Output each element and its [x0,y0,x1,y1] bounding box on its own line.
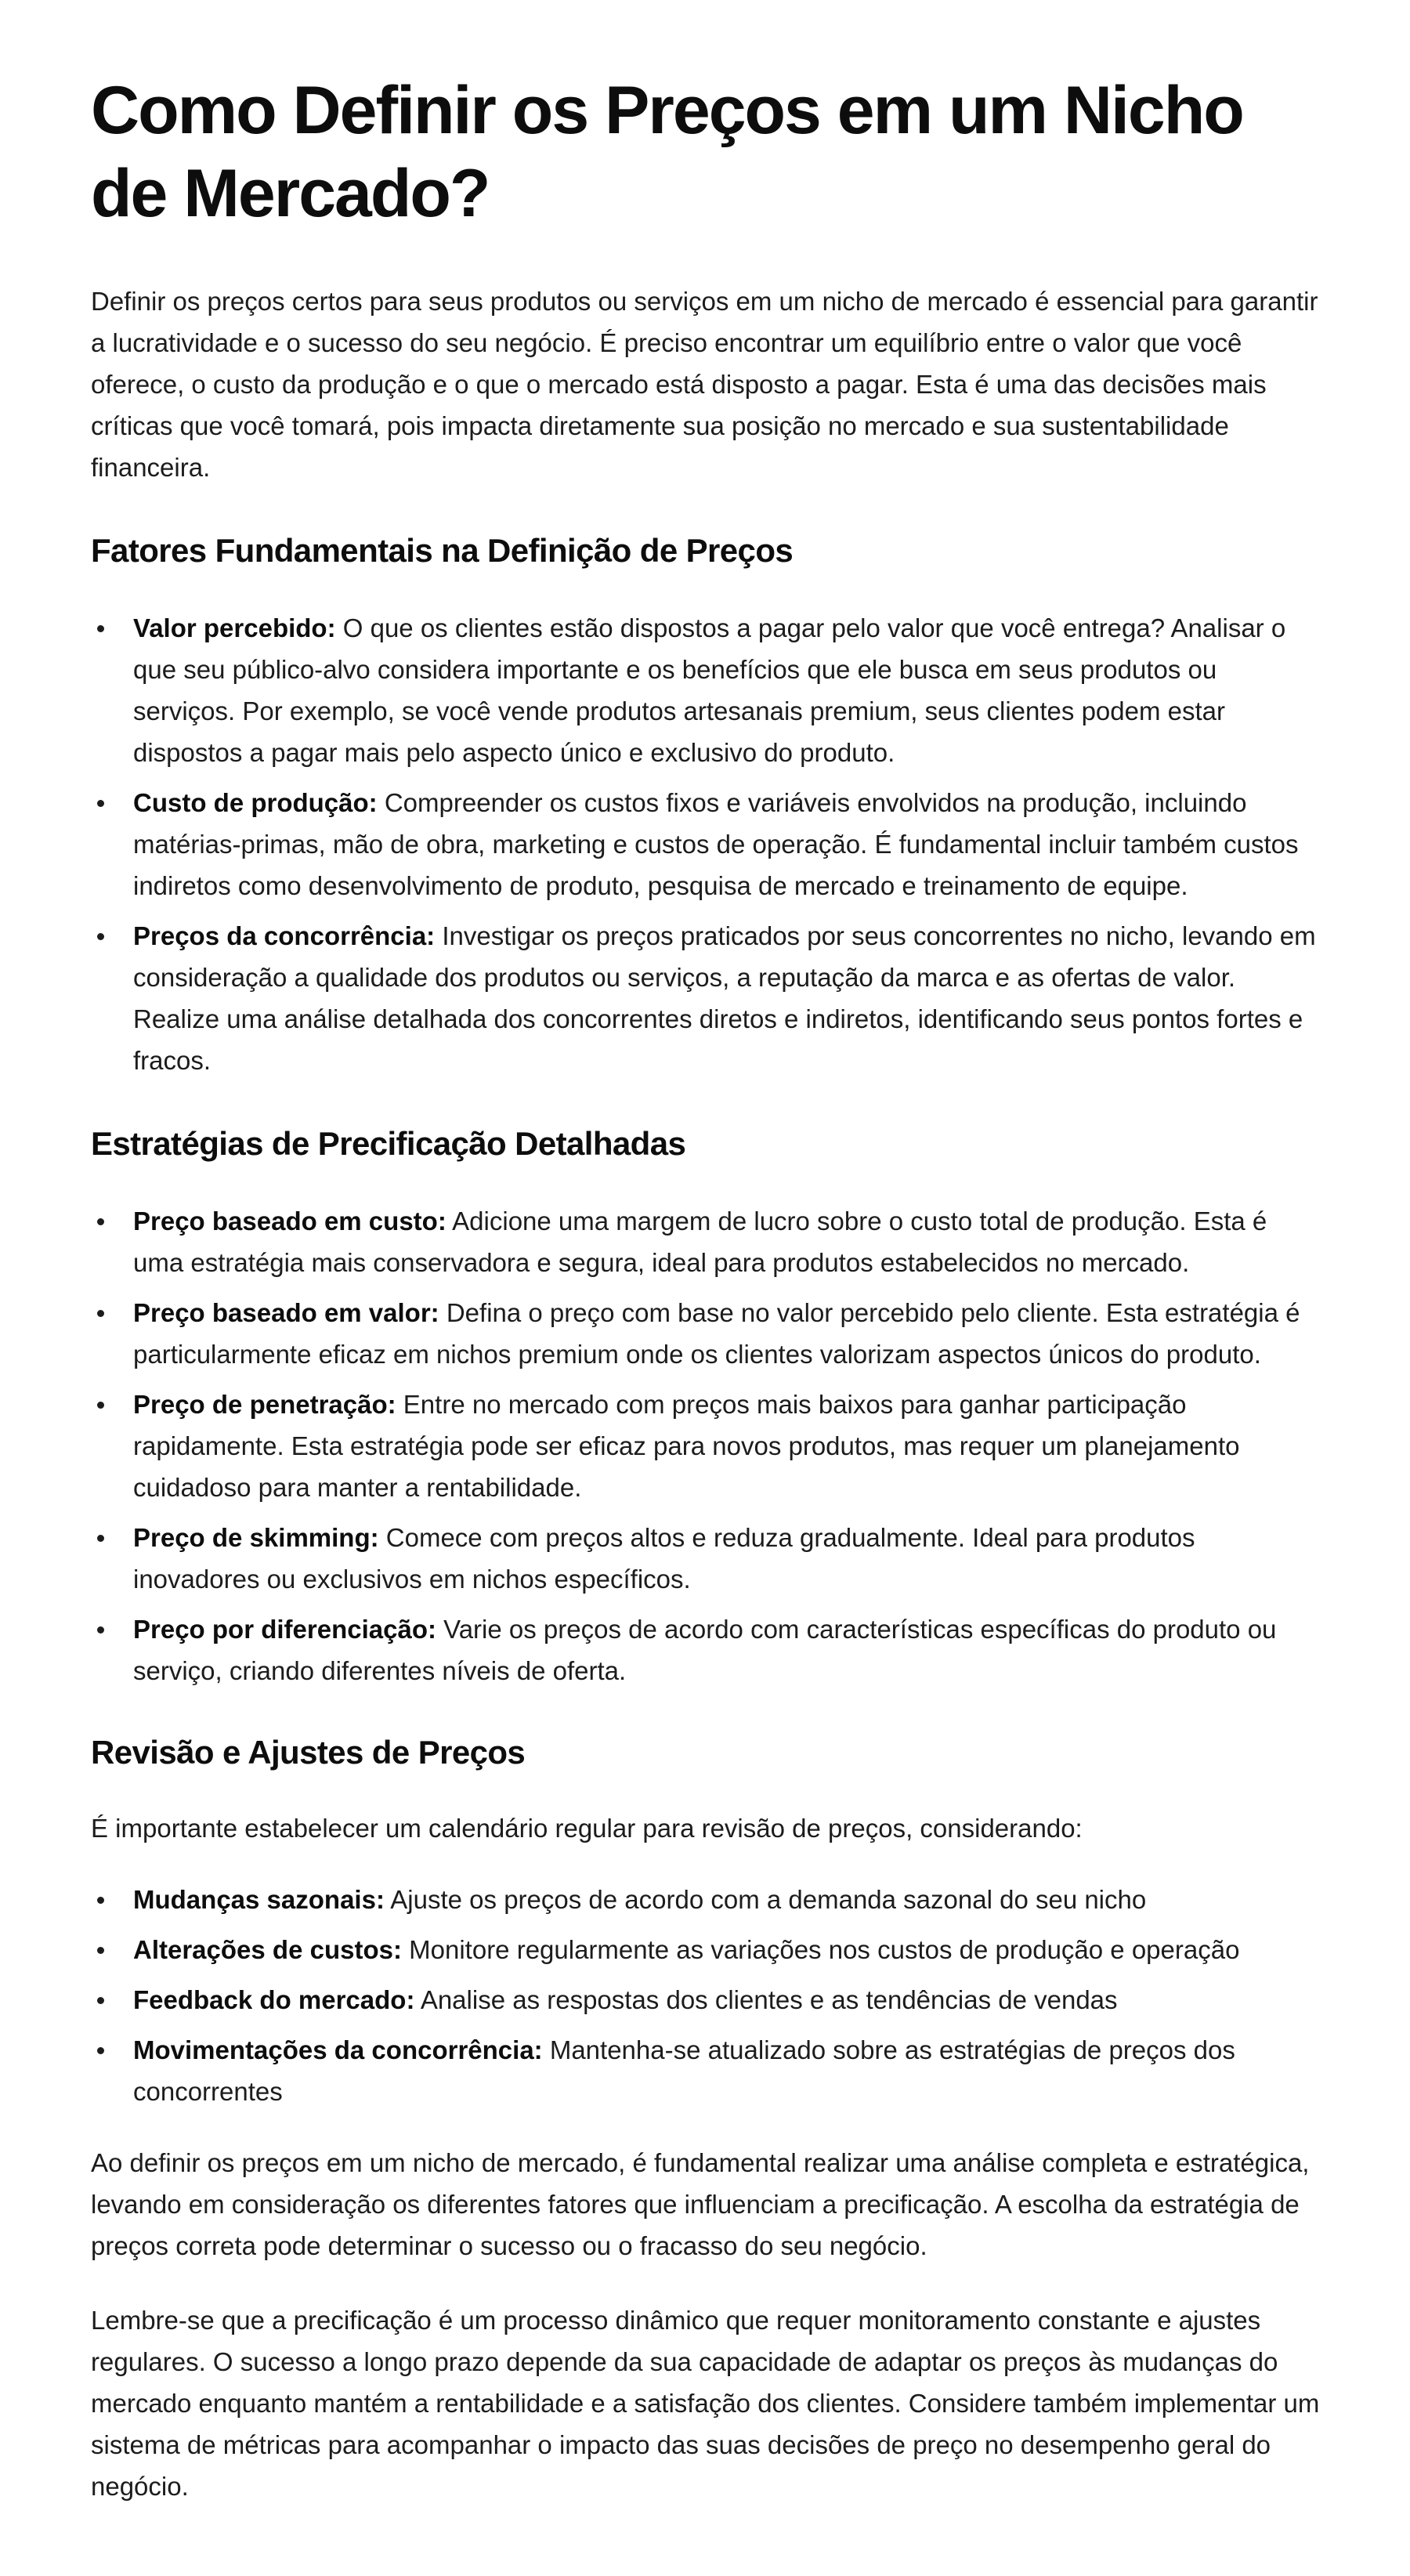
list-item [91,1879,1324,1920]
list-item-text: Comece com preços altos e reduza gradualmente. Ideal para produtos inovadores ou exclusivos em nichos específicos. [133,1523,1195,1594]
list-item-term: Preço por diferenciação: [133,1615,436,1644]
list-item-term: Preço de penetração: [133,1390,396,1419]
list-item-term: Preços da concorrência: [133,921,436,950]
list-item [91,607,1324,773]
section-heading-strategies: Estratégias de Precificação Detalhadas [91,1125,686,1162]
list-item [91,1608,1324,1691]
closing-paragraph: Lembre-se que a precificação é um processo dinâmico que requer monitoramento constante e ajustes regulares. O sucesso a longo prazo depende da sua capacidade de adaptar os preços às mudanças do mercado enquanto mantém a rentabilidade e a satisfação dos clientes. Considere também implementar um sistema de métricas para acompanhar o impacto das suas decisões de preço no desempenho geral do negócio. [91,2306,1320,2501]
strategies-list [91,1200,1324,1691]
list-item-term: Custo de produção: [133,788,378,817]
list-item-term: Feedback do mercado: [133,1985,415,2014]
list-item [91,1384,1324,1508]
list-item-term: Valor percebido: [133,613,336,642]
list-item-term: Preço de skimming: [133,1523,379,1552]
list-item-text: Mantenha-se atualizado sobre as estratégias de preços dos concorrentes [133,2035,1235,2106]
list-item-text: Monitore regularmente as variações nos custos de produção e operação [409,1935,1240,1964]
page-title: Como Definir os Preços em um Nicho de Mercado? [91,73,1243,231]
list-item-term: Preço baseado em custo: [133,1207,446,1236]
list-item [91,1929,1324,1970]
list-item-term: Alterações de custos: [133,1935,402,1964]
list-item [91,915,1324,1081]
list-item-term: Movimentações da concorrência: [133,2035,543,2064]
list-item-text: Varie os preços de acordo com características específicas do produto ou serviço, criando diferentes níveis de oferta. [133,1615,1277,1685]
list-item [91,1292,1324,1375]
closing-paragraph: Ao definir os preços em um nicho de mercado, é fundamental realizar uma análise completa e estratégica, levando em consideração os diferentes fatores que influenciam a precificação. A escolha da estratégia de preços correta pode determinar o sucesso ou o fracasso do seu negócio. [91,2148,1310,2260]
list-item-text: Analise as respostas dos clientes e as tendências de vendas [420,1985,1118,2014]
list-item [91,2029,1324,2112]
list-item-text: O que os clientes estão dispostos a pagar pelo valor que você entrega? Analisar o que seu público-alvo considera importante e os benefícios que ele busca em seus produtos ou serviços. Por exemplo, se você vende produtos artesanais premium, seus clientes podem estar dispostos a pagar mais pelo aspecto único e exclusivo do produto. [133,613,1286,767]
list-item-text: Adicione uma margem de lucro sobre o custo total de produção. Esta é uma estratégia mais conservadora e segura, ideal para produtos estabelecidos no mercado. [133,1207,1267,1277]
list-item [91,782,1324,906]
intro-paragraph: Definir os preços certos para seus produtos ou serviços em um nicho de mercado é essencial para garantir a lucratividade e o sucesso do seu negócio. É preciso encontrar um equilíbrio entre o valor que você oferece, o custo da produção e o que o mercado está disposto a pagar. Esta é uma das decisões mais críticas que você tomará, pois impacta diretamente sua posição no mercado e sua sustentabilidade financeira. [91,287,1318,482]
list-item [91,1200,1324,1283]
list-item-text: Ajuste os preços de acordo com a demanda sazonal do seu nicho [390,1885,1147,1914]
section-heading-factors: Fatores Fundamentais na Definição de Preços [91,532,794,569]
review-list [91,1879,1324,2112]
list-item-text: Compreender os custos fixos e variáveis envolvidos na produção, incluindo matérias-primas, mão de obra, marketing e custos de operação. É fundamental incluir também custos indiretos como desenvolvimento de produto, pesquisa de mercado e treinamento de equipe. [133,788,1299,900]
section-heading-review: Revisão e Ajustes de Preços [91,1734,526,1771]
list-item-term: Preço baseado em valor: [133,1298,439,1327]
factors-list [91,607,1324,1081]
list-item [91,1517,1324,1600]
review-intro-paragraph: É importante estabelecer um calendário regular para revisão de preços, considerando: [91,1814,1083,1843]
list-item-term: Mudanças sazonais: [133,1885,385,1914]
list-item [91,1979,1324,2021]
list-item-text: Defina o preço com base no valor percebido pelo cliente. Esta estratégia é particularmente eficaz em nichos premium onde os clientes valorizam aspectos únicos do produto. [133,1298,1300,1369]
list-item-text: Investigar os preços praticados por seus concorrentes no nicho, levando em consideração a qualidade dos produtos ou serviços, a reputação da marca e as ofertas de valor. Realize uma análise detalhada dos concorrentes diretos e indiretos, identificando seus pontos fortes e fracos. [133,921,1316,1075]
list-item-text: Entre no mercado com preços mais baixos para ganhar participação rapidamente. Esta estratégia pode ser eficaz para novos produtos, mas requer um planejamento cuidadoso para manter a rentabilidade. [133,1390,1240,1502]
